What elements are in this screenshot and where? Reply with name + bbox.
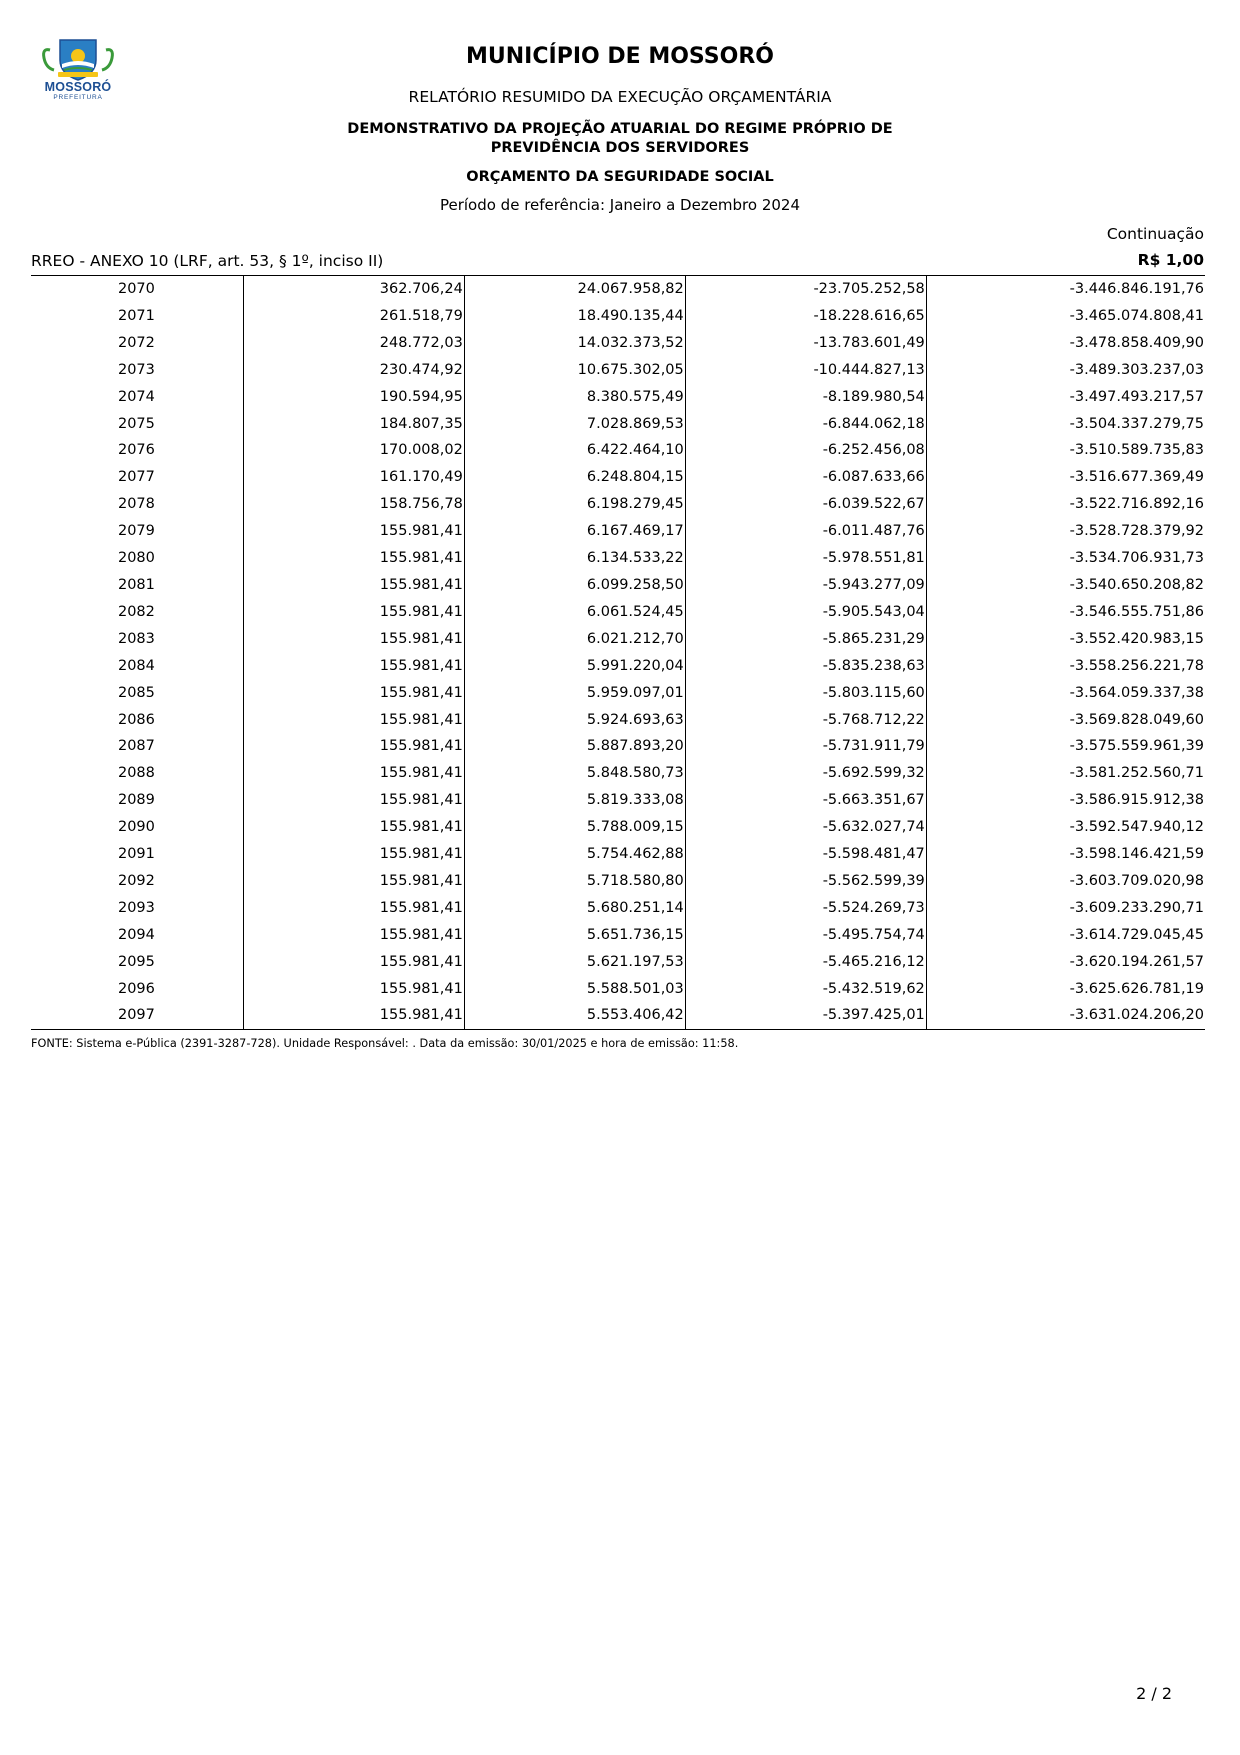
value-cell: 6.198.279,45 bbox=[464, 491, 685, 518]
value-cell: -5.397.425,01 bbox=[685, 1002, 926, 1029]
page-title: MUNICÍPIO DE MOSSORÓ bbox=[466, 44, 774, 69]
source-note: FONTE: Sistema e-Pública (2391-3287-728). Unidade Responsável: . Data da emissão: 30/01/2025 e hora de emissão: 11:58. bbox=[31, 1037, 739, 1050]
value-cell: 155.981,41 bbox=[243, 707, 464, 734]
value-cell: 5.924.693,63 bbox=[464, 707, 685, 734]
value-cell: 8.380.575,49 bbox=[464, 384, 685, 411]
year-cell: 2071 bbox=[31, 303, 243, 330]
demonstrativo-line-1: DEMONSTRATIVO DA PROJEÇÃO ATUARIAL DO REGIME PRÓPRIO DE bbox=[347, 121, 893, 137]
table-row bbox=[31, 330, 1205, 357]
value-cell: -5.524.269,73 bbox=[685, 895, 926, 922]
value-cell: -3.598.146.421,59 bbox=[1069, 846, 1204, 863]
value-cell: 155.981,41 bbox=[243, 922, 464, 949]
value-cell: 155.981,41 bbox=[243, 949, 464, 976]
value-cell: -6.011.487,76 bbox=[685, 518, 926, 545]
value-cell: 5.680.251,14 bbox=[464, 895, 685, 922]
demonstrativo-line-2: PREVIDÊNCIA DOS SERVIDORES bbox=[490, 140, 750, 156]
value-cell: -5.562.599,39 bbox=[685, 868, 926, 895]
reference-period: Período de referência: Janeiro a Dezembro 2024 bbox=[439, 196, 801, 214]
value-cell: 6.021.212,70 bbox=[464, 626, 685, 653]
table-row bbox=[31, 384, 1205, 411]
value-cell: 155.981,41 bbox=[243, 841, 464, 868]
value-cell: -6.039.522,67 bbox=[685, 491, 926, 518]
year-cell: 2094 bbox=[31, 922, 243, 949]
value-cell: 184.807,35 bbox=[243, 411, 464, 438]
table-row bbox=[31, 357, 1205, 384]
value-cell: 230.474,92 bbox=[243, 357, 464, 384]
value-cell: -3.510.589.735,83 bbox=[1069, 442, 1204, 459]
logo-name: MOSSORÓ bbox=[44, 80, 112, 94]
table-row bbox=[31, 787, 1205, 814]
value-cell: 5.848.580,73 bbox=[464, 760, 685, 787]
table-row bbox=[31, 437, 1205, 464]
value-cell: -3.581.252.560,71 bbox=[1069, 765, 1204, 782]
table-row bbox=[31, 518, 1205, 545]
value-cell: 5.754.462,88 bbox=[464, 841, 685, 868]
value-cell: -3.504.337.279,75 bbox=[1069, 415, 1204, 432]
value-cell: -13.783.601,49 bbox=[685, 330, 926, 357]
table-row bbox=[31, 733, 1205, 760]
year-cell: 2083 bbox=[31, 626, 243, 653]
value-cell: -5.432.519,62 bbox=[685, 976, 926, 1003]
value-cell: 5.959.097,01 bbox=[464, 680, 685, 707]
value-cell: 5.887.893,20 bbox=[464, 733, 685, 760]
value-cell: -3.592.547.940,12 bbox=[1069, 819, 1204, 836]
table-row bbox=[31, 599, 1205, 626]
value-cell: -3.603.709.020,98 bbox=[1069, 872, 1204, 889]
year-cell: 2092 bbox=[31, 868, 243, 895]
year-cell: 2073 bbox=[31, 357, 243, 384]
year-cell: 2089 bbox=[31, 787, 243, 814]
year-cell: 2093 bbox=[31, 895, 243, 922]
continuation-label: Continuação bbox=[1106, 225, 1204, 243]
value-cell: 155.981,41 bbox=[243, 680, 464, 707]
value-cell: -3.516.677.369,49 bbox=[1069, 469, 1204, 486]
value-cell: 14.032.373,52 bbox=[464, 330, 685, 357]
value-cell: -5.598.481,47 bbox=[685, 841, 926, 868]
year-cell: 2081 bbox=[31, 572, 243, 599]
value-cell: 155.981,41 bbox=[243, 895, 464, 922]
value-cell: -3.528.728.379,92 bbox=[1069, 523, 1204, 540]
value-cell: 5.651.736,15 bbox=[464, 922, 685, 949]
logo-subtitle: PREFEITURA bbox=[53, 94, 103, 101]
value-cell: -3.534.706.931,73 bbox=[1069, 550, 1204, 567]
table-row bbox=[31, 976, 1205, 1003]
value-cell: 155.981,41 bbox=[243, 787, 464, 814]
value-cell: -3.478.858.409,90 bbox=[1069, 334, 1204, 351]
year-cell: 2085 bbox=[31, 680, 243, 707]
value-cell: -8.189.980,54 bbox=[685, 384, 926, 411]
value-cell: -5.803.115,60 bbox=[685, 680, 926, 707]
value-cell: -5.835.238,63 bbox=[685, 653, 926, 680]
projection-table-body bbox=[31, 276, 1205, 1030]
table-row bbox=[31, 895, 1205, 922]
currency-unit: R$ 1,00 bbox=[1137, 251, 1204, 269]
value-cell: 155.981,41 bbox=[243, 868, 464, 895]
year-cell: 2079 bbox=[31, 518, 243, 545]
table-row bbox=[31, 653, 1205, 680]
value-cell: -5.865.231,29 bbox=[685, 626, 926, 653]
value-cell: 6.134.533,22 bbox=[464, 545, 685, 572]
table-row bbox=[31, 411, 1205, 438]
value-cell: 155.981,41 bbox=[243, 976, 464, 1003]
year-cell: 2091 bbox=[31, 841, 243, 868]
value-cell: 5.553.406,42 bbox=[464, 1002, 685, 1029]
value-cell: -23.705.252,58 bbox=[685, 276, 926, 303]
table-row bbox=[31, 922, 1205, 949]
value-cell: -3.446.846.191,76 bbox=[1069, 281, 1204, 297]
value-cell: -3.465.074.808,41 bbox=[1069, 307, 1204, 324]
value-cell: -6.844.062,18 bbox=[685, 411, 926, 438]
value-cell: 155.981,41 bbox=[243, 653, 464, 680]
value-cell: -3.575.559.961,39 bbox=[1069, 738, 1204, 755]
budget-title: ORÇAMENTO DA SEGURIDADE SOCIAL bbox=[466, 169, 774, 185]
value-cell: -3.609.233.290,71 bbox=[1069, 899, 1204, 916]
year-cell: 2082 bbox=[31, 599, 243, 626]
value-cell: -5.943.277,09 bbox=[685, 572, 926, 599]
year-cell: 2076 bbox=[31, 437, 243, 464]
table-row bbox=[31, 545, 1205, 572]
value-cell: -3.522.716.892,16 bbox=[1069, 496, 1204, 513]
value-cell: 155.981,41 bbox=[243, 760, 464, 787]
value-cell: 5.621.197,53 bbox=[464, 949, 685, 976]
year-cell: 2090 bbox=[31, 814, 243, 841]
value-cell: 24.067.958,82 bbox=[464, 276, 685, 303]
value-cell: 248.772,03 bbox=[243, 330, 464, 357]
value-cell: 5.788.009,15 bbox=[464, 814, 685, 841]
value-cell: 155.981,41 bbox=[243, 518, 464, 545]
year-cell: 2084 bbox=[31, 653, 243, 680]
table-row bbox=[31, 626, 1205, 653]
year-cell: 2074 bbox=[31, 384, 243, 411]
table-row bbox=[31, 949, 1205, 976]
value-cell: -3.552.420.983,15 bbox=[1069, 630, 1204, 647]
value-cell: -3.497.493.217,57 bbox=[1069, 388, 1204, 405]
value-cell: 170.008,02 bbox=[243, 437, 464, 464]
value-cell: 261.518,79 bbox=[243, 303, 464, 330]
table-row bbox=[31, 303, 1205, 330]
table-row bbox=[31, 1002, 1205, 1029]
value-cell: -5.692.599,32 bbox=[685, 760, 926, 787]
projection-table bbox=[31, 275, 1205, 1030]
value-cell: 190.594,95 bbox=[243, 384, 464, 411]
table-row bbox=[31, 276, 1205, 303]
table-row bbox=[31, 814, 1205, 841]
table-row bbox=[31, 464, 1205, 491]
year-cell: 2077 bbox=[31, 464, 243, 491]
table-row bbox=[31, 707, 1205, 734]
table-row bbox=[31, 572, 1205, 599]
value-cell: -5.632.027,74 bbox=[685, 814, 926, 841]
table-row bbox=[31, 491, 1205, 518]
value-cell: -5.768.712,22 bbox=[685, 707, 926, 734]
value-cell: -3.569.828.049,60 bbox=[1069, 711, 1204, 728]
year-cell: 2075 bbox=[31, 411, 243, 438]
value-cell: 6.422.464,10 bbox=[464, 437, 685, 464]
value-cell: -3.489.303.237,03 bbox=[1069, 361, 1204, 378]
value-cell: 5.819.333,08 bbox=[464, 787, 685, 814]
value-cell: 6.099.258,50 bbox=[464, 572, 685, 599]
table-row bbox=[31, 680, 1205, 707]
annex-label: RREO - ANEXO 10 (LRF, art. 53, § 1º, inciso II) bbox=[31, 252, 384, 270]
value-cell: -6.252.456,08 bbox=[685, 437, 926, 464]
value-cell: 155.981,41 bbox=[243, 545, 464, 572]
value-cell: 158.756,78 bbox=[243, 491, 464, 518]
value-cell: 7.028.869,53 bbox=[464, 411, 685, 438]
year-cell: 2072 bbox=[31, 330, 243, 357]
table-row bbox=[31, 868, 1205, 895]
table-row bbox=[31, 760, 1205, 787]
value-cell: 362.706,24 bbox=[243, 276, 464, 303]
table-row bbox=[31, 841, 1205, 868]
value-cell: -6.087.633,66 bbox=[685, 464, 926, 491]
year-cell: 2096 bbox=[31, 976, 243, 1003]
report-name: RELATÓRIO RESUMIDO DA EXECUÇÃO ORÇAMENTÁRIA bbox=[408, 88, 832, 106]
value-cell: -3.625.626.781,19 bbox=[1069, 980, 1204, 997]
value-cell: -3.540.650.208,82 bbox=[1069, 576, 1204, 593]
value-cell: -18.228.616,65 bbox=[685, 303, 926, 330]
value-cell: -5.905.543,04 bbox=[685, 599, 926, 626]
value-cell: 155.981,41 bbox=[243, 1002, 464, 1029]
value-cell: -10.444.827,13 bbox=[685, 357, 926, 384]
value-cell: 6.248.804,15 bbox=[464, 464, 685, 491]
value-cell: 155.981,41 bbox=[243, 733, 464, 760]
year-cell: 2097 bbox=[31, 1002, 243, 1029]
value-cell: 10.675.302,05 bbox=[464, 357, 685, 384]
value-cell: 6.061.524,45 bbox=[464, 599, 685, 626]
value-cell: -3.546.555.751,86 bbox=[1069, 603, 1204, 620]
value-cell: 161.170,49 bbox=[243, 464, 464, 491]
year-cell: 2080 bbox=[31, 545, 243, 572]
year-cell: 2086 bbox=[31, 707, 243, 734]
value-cell: -5.978.551,81 bbox=[685, 545, 926, 572]
value-cell: -3.564.059.337,38 bbox=[1069, 684, 1204, 701]
value-cell: -5.731.911,79 bbox=[685, 733, 926, 760]
value-cell: 5.991.220,04 bbox=[464, 653, 685, 680]
value-cell: 18.490.135,44 bbox=[464, 303, 685, 330]
year-cell: 2095 bbox=[31, 949, 243, 976]
value-cell: -3.631.024.206,20 bbox=[1069, 1007, 1204, 1024]
value-cell: -3.620.194.261,57 bbox=[1069, 953, 1204, 970]
value-cell: 155.981,41 bbox=[243, 814, 464, 841]
year-cell: 2088 bbox=[31, 760, 243, 787]
value-cell: -5.495.754,74 bbox=[685, 922, 926, 949]
value-cell: 155.981,41 bbox=[243, 626, 464, 653]
year-cell: 2070 bbox=[31, 276, 243, 303]
value-cell: 5.718.580,80 bbox=[464, 868, 685, 895]
demonstrativo-title bbox=[0, 120, 1240, 158]
value-cell: -3.558.256.221,78 bbox=[1069, 657, 1204, 674]
value-cell: -3.586.915.912,38 bbox=[1069, 792, 1204, 809]
value-cell: -5.465.216,12 bbox=[685, 949, 926, 976]
value-cell: -5.663.351,67 bbox=[685, 787, 926, 814]
value-cell: 155.981,41 bbox=[243, 599, 464, 626]
year-cell: 2078 bbox=[31, 491, 243, 518]
year-cell: 2087 bbox=[31, 733, 243, 760]
value-cell: 6.167.469,17 bbox=[464, 518, 685, 545]
value-cell: -3.614.729.045,45 bbox=[1069, 926, 1204, 943]
value-cell: 5.588.501,03 bbox=[464, 976, 685, 1003]
value-cell: 155.981,41 bbox=[243, 572, 464, 599]
page-number: 2 / 2 bbox=[1136, 1684, 1172, 1703]
